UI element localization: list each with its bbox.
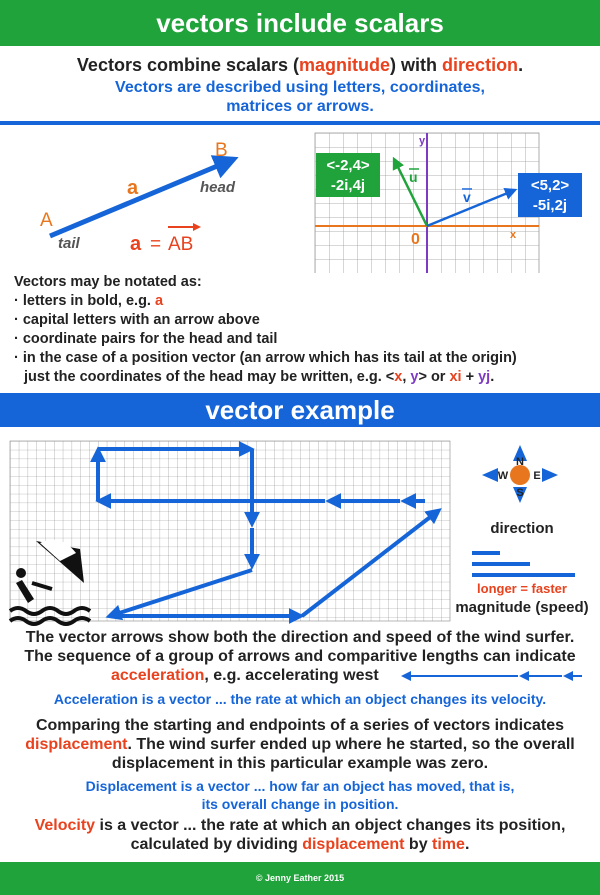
footer-credit: © Jenny Eather 2015 [0,862,600,895]
vector-u-label: u [409,169,418,185]
notation-arrow-head [193,223,201,231]
direction-word: direction [442,55,519,75]
notation-item-capitals: · capital letters with an arrow above [14,312,260,328]
page-title: vectors include scalars [0,0,600,46]
notation-item-coordinates: · coordinate pairs for the head and tail [14,331,278,347]
intro-text: ) with [390,55,443,75]
u-coordinates-line-2: -2i,4j [330,177,366,194]
point-a-label: A [40,210,53,231]
notation-item-bold [14,292,594,311]
notation-equals: = [150,234,162,255]
displacement-definition [0,777,600,813]
vector-arrow-diagram [0,126,300,271]
notation-text: , [402,369,411,385]
definition-line: its overall change in position. [201,796,399,812]
notation-item-position-cont [14,368,594,387]
direction-label: direction [490,520,554,537]
section-divider [0,121,600,125]
velocity-line-2 [0,835,600,854]
explanation-paragraph-2 [0,716,600,773]
origin-label: 0 [411,231,420,248]
vector-a-arrow [50,159,234,236]
notation-a-bold: a [130,233,142,255]
accelerating-west-arrows [400,668,590,684]
compass-south: S [516,487,524,499]
x-axis-label: x [510,229,517,241]
magnitude-word: magnitude [299,55,391,75]
explanation-line: The vector arrows show both the direction and speed of the wind surfer. [25,629,575,646]
displacement-word: displacement [302,836,405,853]
compass-west: W [497,470,509,482]
explanation-line [0,735,600,754]
intro-line-1 [0,55,600,76]
notation-text: · letters in bold, e.g. [14,293,155,309]
vector-v-label: v [463,189,471,205]
explanation-text: is a vector ... the rate at which an object changes its position, [95,817,566,834]
time-word: time [432,836,465,853]
acceleration-definition: Acceleration is a vector ... the rate at which an object changes its velocity. [53,691,547,707]
notation-text: just the coordinates of the head may be written, e.g. < [24,369,395,385]
intro-text: Vectors combine scalars ( [76,55,300,75]
notation-heading: Vectors may be notated as: [14,274,202,290]
explanation-text: . [464,836,470,853]
notation-list [14,273,594,387]
intro-line-2: Vectors are described using letters, coordinates, [115,79,485,96]
intro-line-3: matrices or arrows. [226,98,374,115]
explanation-line: The sequence of a group of arrows and comparitive lengths can indicate [24,648,576,665]
v-coordinates-line-2: -5i,2j [532,197,568,214]
coordinate-grid-diagram [310,128,600,273]
compass-icon [482,445,558,503]
notation-item-position: · in the case of a position vector (an arrow which has its tail at the origin) [14,350,517,366]
explanation-line: Comparing the starting and endpoints of a series of vectors indicates [35,717,565,734]
notation-ab: AB [168,234,194,255]
magnitude-label: magnitude (speed) [455,599,589,616]
notation-text: > or [418,369,450,385]
intro-text: . [518,55,524,75]
explanation-text: by [404,836,433,853]
xi-example: xi [449,369,462,385]
vector-example-heading: vector example [0,393,600,427]
windsurfer-diagram [0,433,600,633]
tail-label: tail [58,235,80,252]
yj-example: yj [478,369,491,385]
y-axis-label: y [419,135,426,147]
explanation-text: . The wind surfer ended up where he started, so the overall [127,736,575,753]
velocity-word: Velocity [34,817,96,834]
vector-a-label: a [127,177,139,199]
explanation-line: displacement in this particular example was zero. [111,755,489,772]
y-example: y [410,369,419,385]
notation-text: . [490,369,495,385]
velocity-line-1 [0,816,600,835]
compass-north: N [516,456,524,468]
head-label: head [200,179,236,196]
compass-east: E [533,470,541,482]
surf-grid [10,441,450,621]
explanation-text: , e.g. accelerating west [204,667,379,684]
notation-text: + [461,369,479,385]
v-coordinates-line-1: <5,2> [530,177,570,194]
definition-line: Displacement is a vector ... how far an object has moved, that is, [85,778,515,794]
u-coordinates-line-1: <-2,4> [326,157,370,174]
velocity-definition [0,816,600,854]
legend-label: longer = faster [477,581,567,596]
displacement-word: displacement [25,736,128,753]
bold-a-example: a [155,293,164,309]
acceleration-word: acceleration [111,667,205,684]
explanation-text: calculated by dividing [130,836,303,853]
x-example: x [394,369,403,385]
point-b-label: B [215,140,228,161]
